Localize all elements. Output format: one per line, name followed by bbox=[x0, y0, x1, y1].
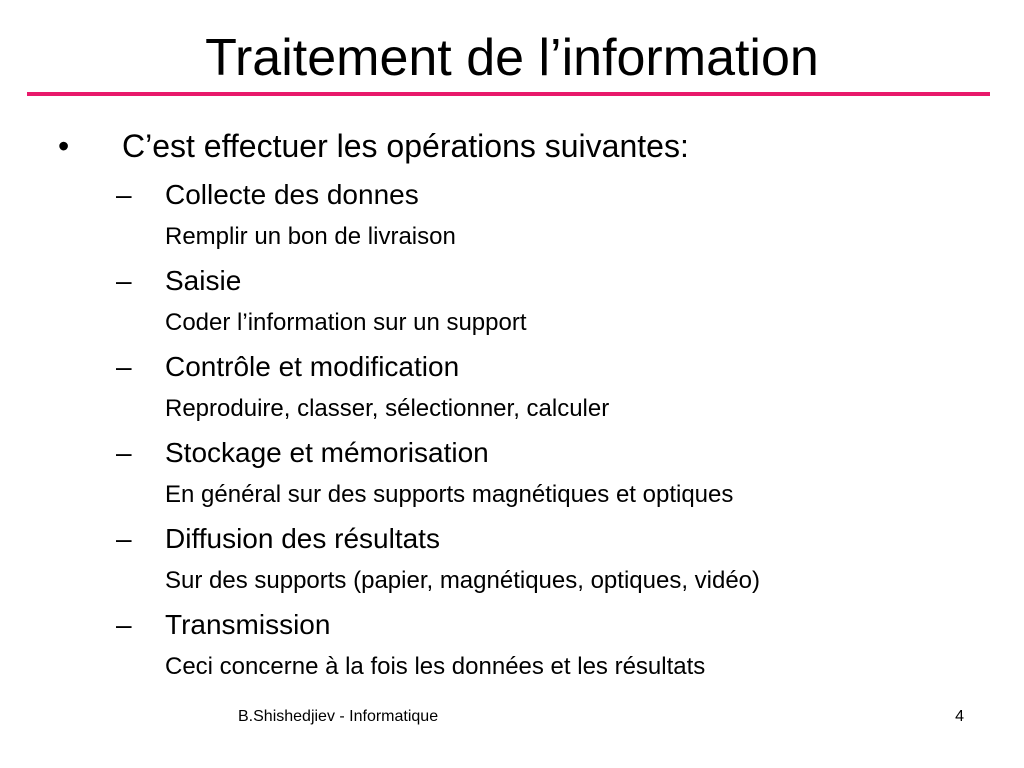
operation-detail: Coder l’information sur un support bbox=[165, 309, 527, 336]
list-item bbox=[0, 520, 1024, 606]
operation-detail: Remplir un bon de livraison bbox=[165, 223, 456, 250]
dash-icon: – bbox=[116, 265, 132, 296]
dash-icon: – bbox=[116, 179, 132, 210]
bullet-dot-icon: • bbox=[58, 128, 70, 164]
operation-label: Saisie bbox=[165, 265, 242, 296]
operation-detail: Ceci concerne à la fois les données et les résultats bbox=[165, 653, 706, 680]
list-item bbox=[0, 348, 1024, 434]
operation-label: Collecte des donnes bbox=[165, 179, 419, 210]
operation-label: Transmission bbox=[165, 609, 331, 640]
operations-list bbox=[0, 176, 1024, 692]
page-number: 4 bbox=[955, 708, 964, 725]
list-item bbox=[0, 176, 1024, 262]
dash-icon: – bbox=[116, 609, 132, 640]
main-bullet-text: C’est effectuer les opérations suivantes: bbox=[122, 128, 689, 164]
operation-label: Diffusion des résultats bbox=[165, 523, 440, 554]
list-item bbox=[0, 434, 1024, 520]
dash-icon: – bbox=[116, 523, 132, 554]
list-item bbox=[0, 606, 1024, 692]
operation-detail: Reproduire, classer, sélectionner, calculer bbox=[165, 395, 610, 422]
operation-detail: En général sur des supports magnétiques et optiques bbox=[165, 481, 734, 508]
dash-icon: – bbox=[116, 437, 132, 468]
operation-label: Contrôle et modification bbox=[165, 351, 460, 382]
dash-icon: – bbox=[116, 351, 132, 382]
operation-label: Stockage et mémorisation bbox=[165, 437, 489, 468]
operation-detail: Sur des supports (papier, magnétiques, optiques, vidéo) bbox=[165, 567, 761, 594]
slide-title: Traitement de l’information bbox=[205, 29, 819, 87]
main-bullet bbox=[0, 124, 1024, 168]
footer-author: B.Shishedjiev - Informatique bbox=[238, 708, 439, 725]
list-item bbox=[0, 262, 1024, 348]
